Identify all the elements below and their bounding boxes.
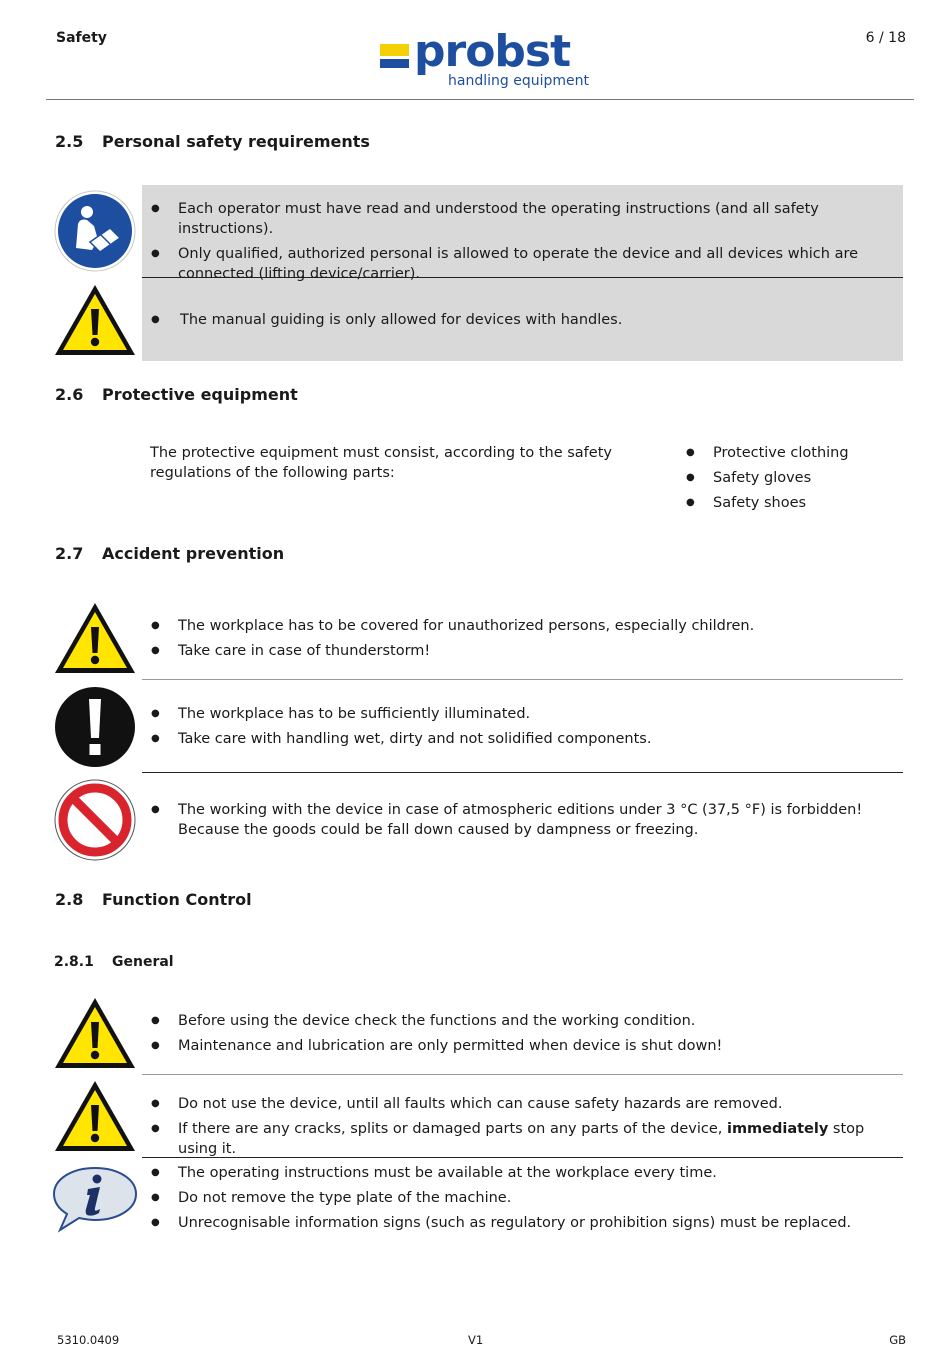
exclamation-icon: [54, 686, 136, 768]
info-icon: [52, 1165, 138, 1233]
logo-tagline: handling equipment: [448, 73, 589, 89]
bullet-list: [145, 704, 897, 754]
section-title: Function Control: [102, 890, 252, 909]
list-item: [145, 800, 897, 840]
bullet-list: [145, 1011, 897, 1061]
protective-equipment-intro: The protective equipment must consist, according to the safety regulations of the following parts:: [150, 445, 612, 481]
warning-triangle-icon: [53, 601, 137, 675]
list-item-text: Because the goods could be fall down caused by dampness or freezing.: [178, 822, 699, 838]
section-number: 2.5: [55, 132, 84, 151]
list-item: ● Take care with handling wet, dirty and not solidified components.: [145, 729, 897, 749]
section-number: 2.6: [55, 385, 84, 404]
subsection-title: General: [112, 954, 174, 970]
divider: [142, 679, 903, 680]
list-item-text: If there are any cracks, splits or damaged parts on any parts of the device,: [178, 1121, 727, 1137]
warning-triangle-icon: [53, 1079, 137, 1153]
page-number: 6 / 18: [865, 30, 906, 46]
section-title: Protective equipment: [102, 385, 298, 404]
subsection-number: 2.8.1: [54, 954, 94, 970]
list-item: ● Maintenance and lubrication are only permitted when device is shut down!: [145, 1036, 897, 1056]
list-item: ● The operating instructions must be available at the workplace every time.: [145, 1163, 897, 1183]
bullet-list: [145, 199, 897, 289]
emphasis-text: immediately: [726, 1121, 829, 1137]
divider: [142, 1074, 903, 1075]
list-item: ● Only qualified, authorized personal is allowed to operate the device and all devices which are connected (lifting device/carrier).: [145, 244, 897, 284]
list-item-text: stop using it.: [178, 1121, 865, 1157]
list-item: ● Unrecognisable information signs (such as regulatory or prohibition signs) must be replaced.: [145, 1213, 897, 1233]
logo-blue-bar: [380, 59, 409, 68]
logo-yellow-bar: [380, 44, 409, 56]
read-manual-icon: [54, 190, 136, 272]
warning-triangle-icon: [53, 996, 137, 1070]
warning-triangle-icon: [53, 283, 137, 357]
company-logo: [378, 26, 593, 94]
footer-version: V1: [468, 1333, 484, 1347]
list-item: ● Before using the device check the functions and the working condition.: [145, 1011, 897, 1031]
list-item: ● Safety shoes: [680, 493, 910, 513]
header-section-title: Safety: [56, 30, 107, 46]
list-item: ● Protective clothing: [680, 443, 910, 463]
list-item: ● Take care in case of thunderstorm!: [145, 641, 897, 661]
prohibition-icon: [54, 779, 136, 861]
footer-document-number: 5310.0409: [57, 1333, 120, 1347]
section-number: 2.8: [55, 890, 84, 909]
list-item: ● Do not use the device, until all faults which can cause safety hazards are removed.: [145, 1094, 905, 1114]
section-title: Personal safety requirements: [102, 132, 370, 151]
list-item-text: The working with the device in case of atmospheric editions under 3 °C (37,5 °F) is forbidden!: [178, 802, 863, 818]
list-item: ● The workplace has to be sufficiently illuminated.: [145, 704, 897, 724]
divider: [142, 1157, 903, 1158]
list-item: ● Safety gloves: [680, 468, 910, 488]
bullet-list: [145, 616, 897, 666]
list-item: ● The workplace has to be covered for unauthorized persons, especially children.: [145, 616, 897, 636]
footer-language: GB: [889, 1333, 906, 1347]
bullet-list: [145, 800, 897, 845]
bullet-list: [145, 1163, 897, 1238]
list-item: ● Do not remove the type plate of the machine.: [145, 1188, 897, 1208]
bullet-list: [145, 310, 897, 335]
protective-equipment-list: [680, 443, 910, 518]
bullet-list: [145, 1094, 905, 1164]
divider: [142, 772, 903, 773]
logo-wordmark: probst: [414, 26, 571, 77]
list-item: ● The manual guiding is only allowed for devices with handles.: [145, 310, 897, 330]
section-title: Accident prevention: [102, 544, 285, 563]
header-divider: [46, 99, 914, 100]
list-item: ● Each operator must have read and understood the operating instructions (and all safety instructions).: [145, 199, 897, 239]
section-number: 2.7: [55, 544, 84, 563]
list-item: [145, 1119, 905, 1159]
